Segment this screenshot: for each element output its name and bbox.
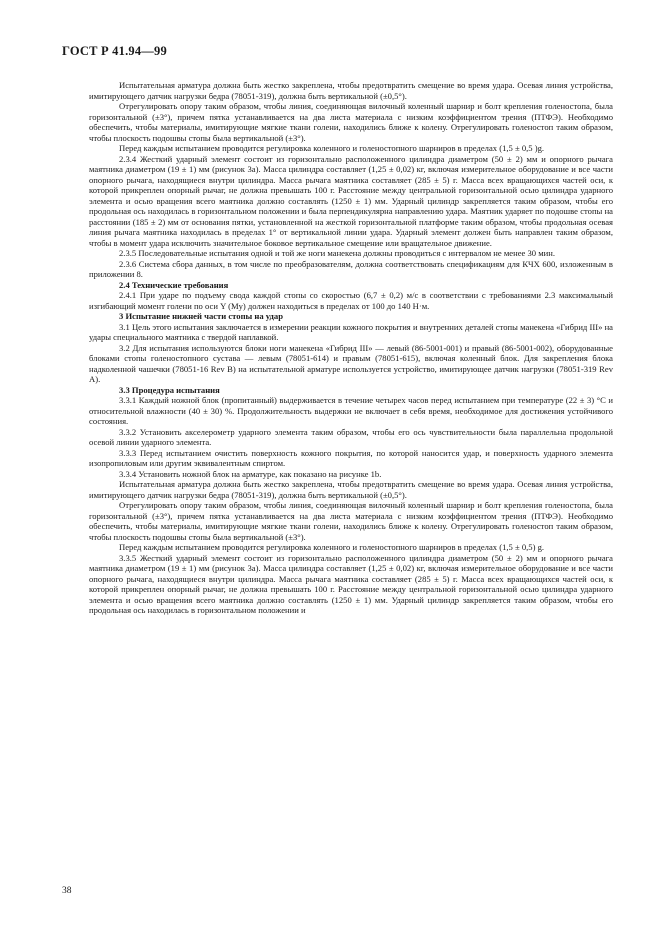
paragraph: Испытательная арматура должна быть жестко закреплена, чтобы предотвратить смещение во время удара. Осевая линия устройства, имитирующего датчик нагрузки бедра (78051-319), должна быть вертикальной (±0,5°). [89,479,613,500]
section-heading: 2.4 Технические требования [119,279,229,290]
paragraph: 3.3.4 Установить ножной блок на арматуре, как показано на рисунке 1b. [119,468,382,479]
paragraph: 3.1 Цель этого испытания заключается в измерении реакции кожного покрытия и внутренних деталей стопы манекена «Гибрид III» на удары специального маятника с твердой наплавкой. [89,321,613,342]
paragraph: Отрегулировать опору таким образом, чтобы линия, соединяющая вилочный коленный шарнир и болт крепления голеностопа, была горизонтальной (±3°), причем пятка устанавливается на два листа материала с низким коэффициентом трения (ПТФЭ). Необходимо обеспечить, чтобы материалы, имитирующие мягкие ткани голени, находились ближе к колену. Отрегулировать голеностоп таким образом, чтобы плоскость подошвы стопы была вертикальной (±3°). [89,500,613,542]
paragraph: 3.3.2 Установить акселерометр ударного элемента таким образом, чтобы его ось чувствительности была параллельна продольной осевой линии ударного элемента. [89,426,613,447]
section-heading: 3.3 Процедура испытания [119,384,220,395]
paragraph: 3.3.1 Каждый ножной блок (пропитанный) выдерживается в течение четырех часов перед испытанием при температуре (22 ± 3) °С и относительной влажности (40 ± 30) %. Продолжительность выдержки не включает в себя время, необходимое для достижения устойчивого состояния. [89,395,613,426]
section-heading: 3 Испытание нижней части стопы на удар [119,311,283,321]
body-text [89,80,613,616]
paragraph: 3.2 Для испытания используются блоки ноги манекена «Гибрид III» — левый (86-5001-001) и правый (86-5001-002), оборудованные блоками стопы голеностопного сустава — левым (78051-614) и правым (78051-615), включая коленный блок. Для закрепления блока надколенной чашечки (78051-16 Rev B) на испытательной арматуре используется устройство, имитирующее датчик нагрузки (78051-319 Rev A). [89,342,613,384]
paragraph: Перед каждым испытанием проводится регулировка коленного и голеностопного шарниров в пределах (1,5 ± 0,5 )g. [119,143,545,153]
paragraph: 2.3.6 Система сбора данных, в том числе по преобразователям, должна соответствовать спецификациям для КЧХ 600, изложенным в приложении 8. [89,258,613,279]
paragraph: Отрегулировать опору таким образом, чтобы линия, соединяющая вилочный коленный шарнир и болт крепления голеностопа, была горизонтальной (±3°), причем пятка устанавливается на два листа материала с низким коэффициентом трения (ПТФЭ). Необходимо обеспечить, чтобы материалы, имитирующие мягкие ткани голени, находились ближе к колену. Отрегулировать голеностоп таким образом, чтобы плоскость подошвы стопы была вертикальной (±3°). [89,101,613,143]
page-number: 38 [62,886,72,896]
paragraph: 2.3.5 Последовательные испытания одной и той же ноги манекена должны проводиться с интервалом не менее 30 мин. [119,248,556,258]
paragraph: 2.4.1 При ударе по подъему свода каждой стопы со скоростью (6,7 ± 0,2) м/с в соответствии с требованиями 2.3 максимальный изгибающий момент голени по оси Y (Mу) должен находиться в пределах от 100 до 140 Н·м. [89,290,613,311]
paragraph: 2.3.4 Жесткий ударный элемент состоит из горизонтально расположенного цилиндра диаметром (50 ± 2) мм и опорного рычага маятника диаметром (19 ± 1) мм (рисунок 3а). Масса цилиндра составляет (1,25 ± 0,02) кг, включая измерительное оборудование и все части опорного рычага, находящиеся внутри цилиндра. Масса рычага маятника составляет (285 ± 5) г. Масса всех вращающихся частей оси, к которой прикреплен опорный рычаг, не должна превышать 100 г. Расстояние между центральной горизонтальной осью цилиндра ударного элемента и осью вращения всего маятника должно составлять (1250 ± 1) мм. Ударный цилиндр закрепляется таким образом, чтобы его продольная ось находилась в горизонтальном положении и была перпендикулярна направлению удара. Маятник ударяет по подошве стопы на расстоянии (185 ± 2) мм от основания пятки, установленной на жесткой горизонтальной платформе таким образом, чтобы продольная осевая линия рычага маятника находилась в пределах 1° от вертикальной линии удара. Ударный элемент должен быть направлен таким образом, чтобы в момент удара исключить значительное боковое вертикальное смещение или вращательное движение. [89,153,613,248]
paragraph: 3.3.5 Жесткий ударный элемент состоит из горизонтально расположенного цилиндра диаметром (50 ± 2) мм и опорного рычага маятника диаметром (19 ± 1) мм (рисунок 3а). Масса цилиндра составляет (1,25 ± 0,02) кг, включая измерительное оборудование и все части опорного рычага, находящиеся внутри цилиндра. Масса рычага маятника составляет (285 ± 5) г. Масса всех вращающихся частей оси, к которой прикреплен опорный рычаг, не должна превышать 100 г. Расстояние между центральной горизонтальной осью цилиндра ударного элемента и осью вращения всего маятника должно составлять (1250 ± 1) мм. Ударный цилиндр закрепляется таким образом, чтобы его продольная ось находилась в горизонтальном положении и [89,552,613,615]
document-header: ГОСТ Р 41.94—99 [62,44,167,58]
paragraph: Перед каждым испытанием проводится регулировка коленного и голеностопного шарниров в пределах (1,5 ± 0,5) g. [119,542,545,552]
paragraph: 3.3.3 Перед испытанием очистить поверхность кожного покрытия, по которой наносится удар, и поверхность ударного элемента изопропиловым или другим эквивалентным спиртом. [89,447,613,468]
paragraph: Испытательная арматура должна быть жестко закреплена, чтобы предотвратить смещение во время удара. Осевая линия устройства, имитирующего датчик нагрузки бедра (78051-319), должна быть вертикальной (±0,5°). [89,80,613,101]
